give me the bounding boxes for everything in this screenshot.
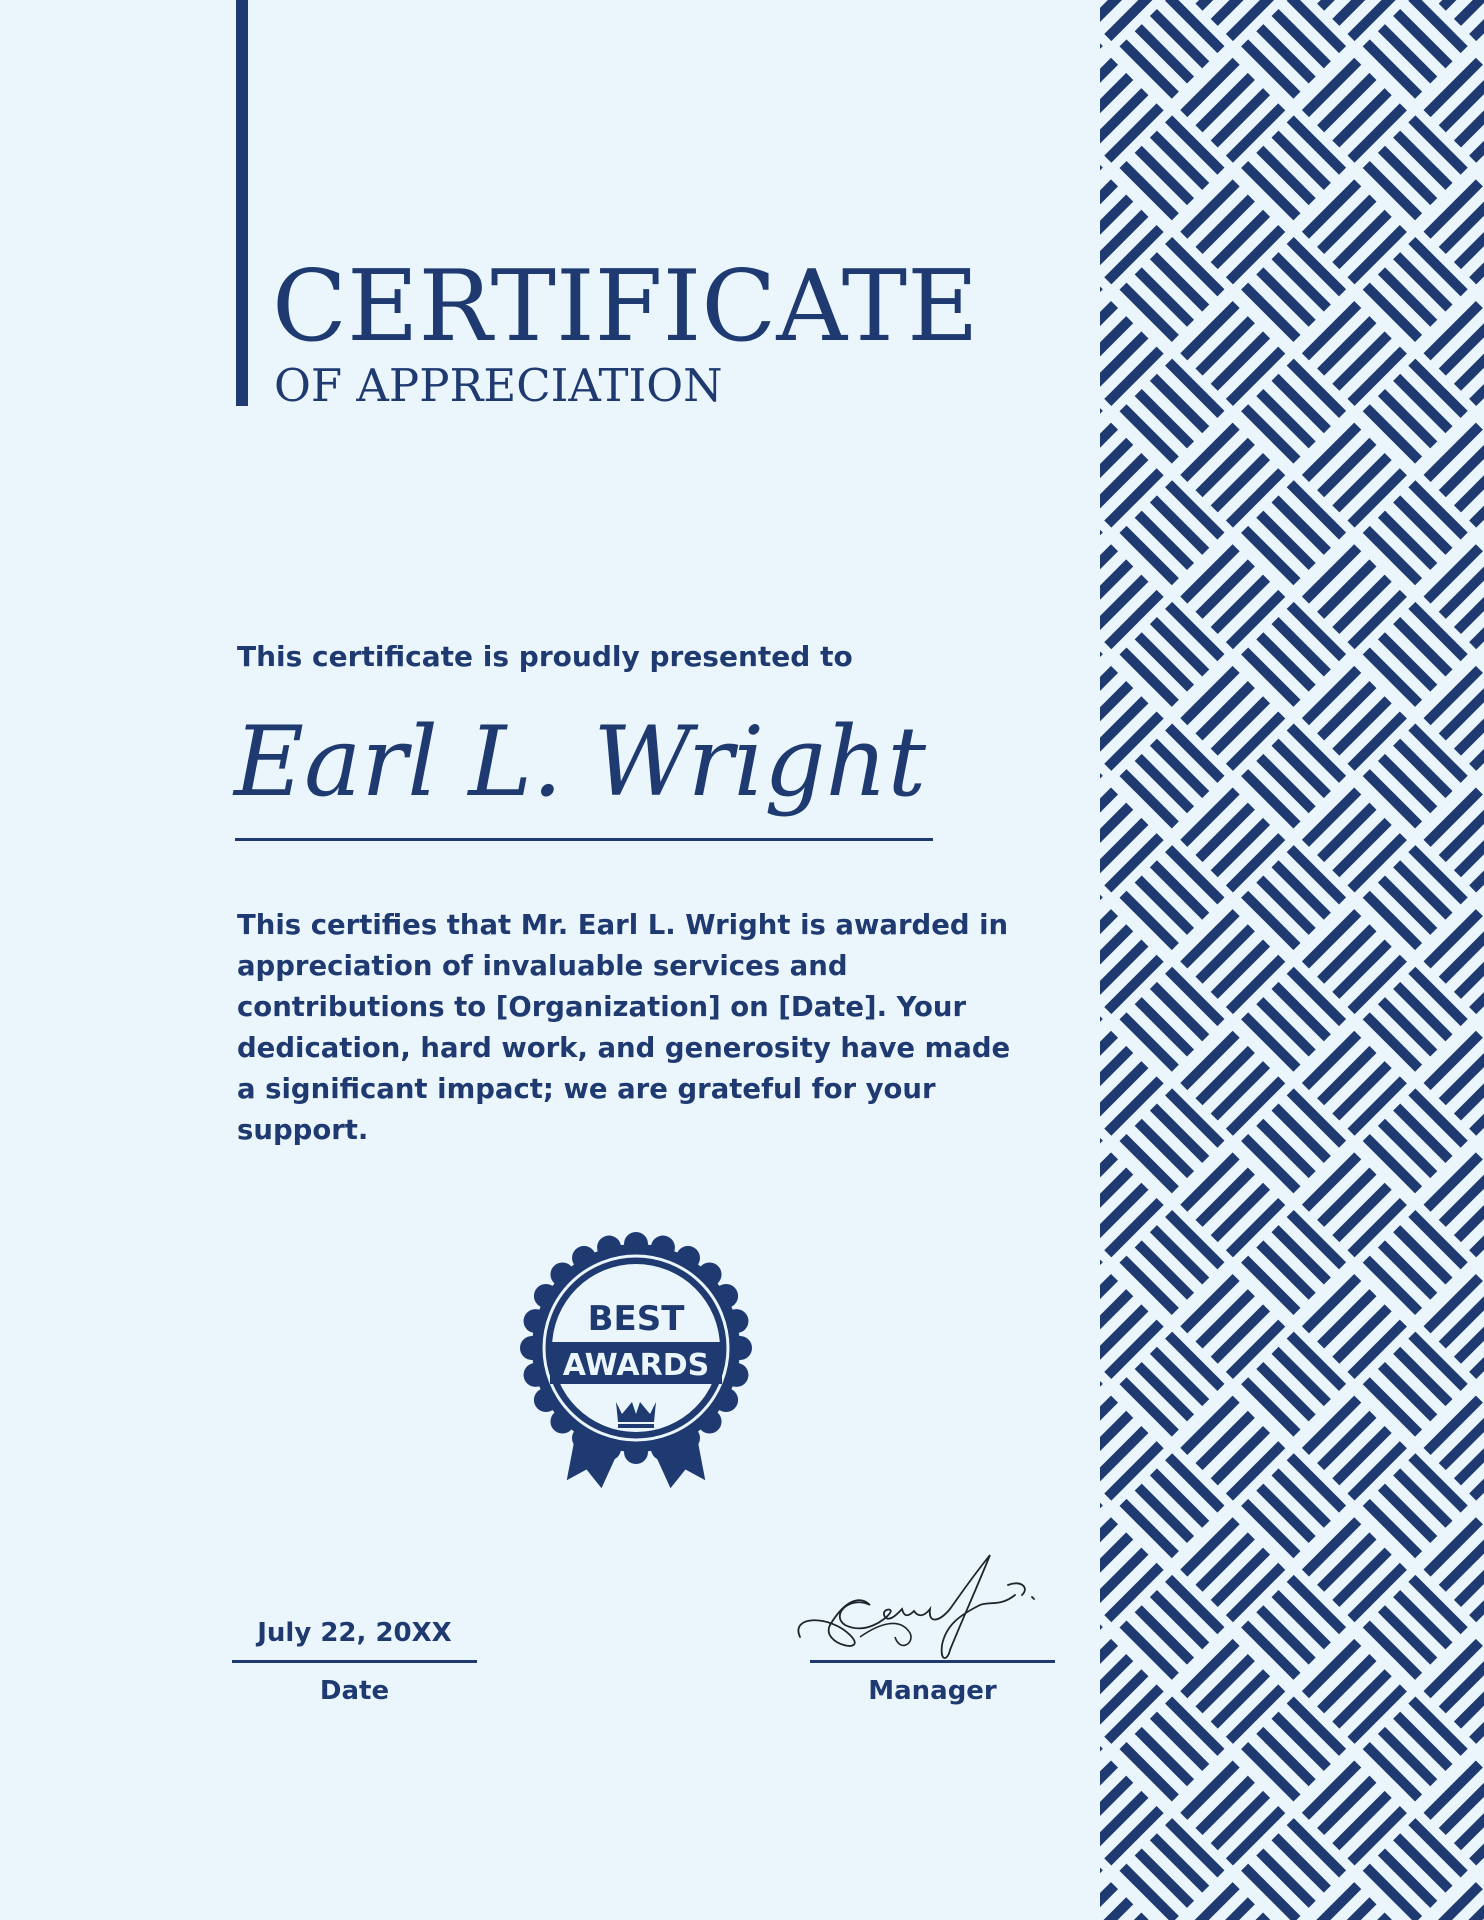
signature-label: Manager (868, 1676, 997, 1706)
certificate-body: This certifies that Mr. Earl L. Wright is awarded in appreciation of invaluable services and contributions to [Organization] on [Date]. Your dedication, hard work, and generosity have made a significant impact; we are grateful for your support. (237, 909, 1011, 1146)
date-label: Date (319, 1676, 390, 1706)
recipient-underline (235, 838, 933, 841)
signature-line (810, 1660, 1055, 1663)
badge-line2: AWARDS (562, 1348, 710, 1383)
badge-line1: BEST (587, 1299, 685, 1339)
title-accent-bar (236, 0, 248, 406)
manager-signature (790, 1525, 1040, 1665)
date-value: July 22, 20XX (257, 1618, 452, 1648)
award-badge (520, 1230, 752, 1544)
date-line (232, 1660, 477, 1663)
recipient-name: Earl L. Wright (234, 706, 927, 818)
weave-pattern (1100, 0, 1484, 1920)
certificate-title: CERTIFICATE (272, 250, 979, 364)
presented-to-text: This certificate is proudly presented to (237, 640, 853, 673)
decorative-pattern-panel (1100, 0, 1484, 1920)
certificate-subtitle: OF APPRECIATION (274, 359, 723, 412)
